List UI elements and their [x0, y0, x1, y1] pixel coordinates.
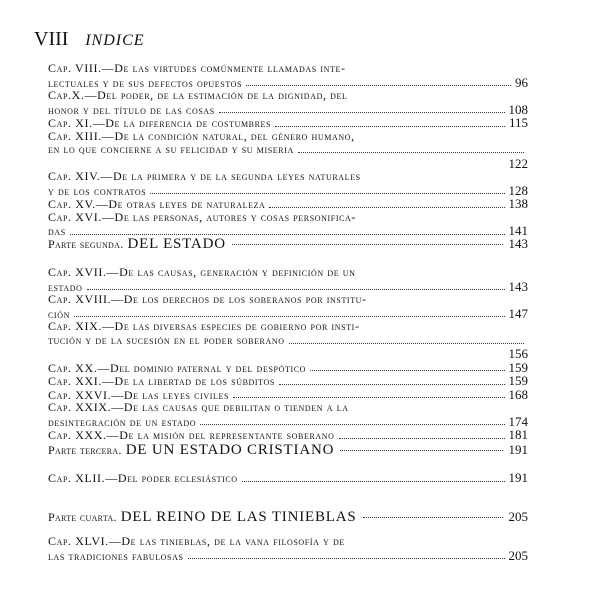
dot-leader — [87, 289, 505, 290]
toc-page-number: 156 — [508, 346, 528, 361]
page-header — [34, 28, 145, 52]
dot-leader — [340, 450, 502, 451]
toc-entry-text: Cap. XV.—De otras leyes de naturaleza — [48, 197, 266, 211]
toc-entry-text: Cap. XIII.—De la condición natural, del género humano, — [48, 128, 355, 143]
dot-leader — [219, 112, 505, 113]
toc-page-number: 168 — [508, 386, 528, 402]
part-label: Parte cuarta. — [48, 510, 117, 524]
toc-entry-text: Cap. XIX.—De las diversas especies de gobierno por insti- — [48, 319, 360, 333]
part-page-number: 205 — [508, 509, 528, 524]
toc-page-number: 181 — [508, 427, 528, 442]
dot-leader — [200, 424, 504, 425]
toc-entry-text: las tradiciones fabulosas — [48, 548, 184, 563]
toc-entry — [48, 293, 528, 321]
page-title: INDICE — [85, 32, 145, 49]
dot-leader — [298, 152, 524, 153]
dot-leader — [310, 370, 504, 371]
toc-page-number: 96 — [515, 74, 528, 90]
toc-entry-text: estado — [48, 279, 83, 294]
toc-page-number: 174 — [508, 413, 528, 429]
toc-entry — [48, 211, 528, 239]
toc-entry-text: Cap. XIV.—De la primera y de la segunda leyes naturales — [48, 169, 361, 183]
toc-entry-text: honor y del título de las cosas — [48, 102, 215, 117]
toc-entry — [48, 320, 528, 361]
toc-page-number: 141 — [508, 223, 528, 238]
dot-leader — [233, 397, 504, 398]
toc-entry — [48, 62, 528, 90]
toc-entry — [48, 361, 528, 376]
toc-entry — [48, 401, 528, 429]
part-title: DEL ESTADO — [127, 236, 226, 252]
part-label: Parte tercera. — [48, 443, 122, 457]
toc-entry-text: Cap. XXX.—De la misión del representante soberano — [48, 428, 335, 442]
toc-page-number: 128 — [508, 182, 528, 198]
toc-entry — [48, 535, 528, 563]
toc-page-number: 122 — [508, 155, 528, 171]
part-page-number: 191 — [508, 442, 528, 457]
toc-entry-text: das — [48, 224, 66, 238]
toc-entry-text: Cap. XLII.—Del poder eclesiástico — [48, 471, 238, 485]
toc-entry-text: en lo que concierne a su felicidad y su miseria — [48, 142, 294, 156]
toc-entry — [48, 374, 528, 389]
toc-entry — [48, 130, 528, 171]
toc-entry-text: lectuales y de sus defectos opuestos — [48, 75, 243, 90]
part-heading — [48, 442, 528, 459]
dot-leader — [232, 244, 503, 245]
toc-entry-text: tución y de la sucesión en el poder soberano — [48, 332, 285, 347]
toc-page-number: 143 — [508, 278, 528, 294]
dot-leader — [279, 384, 505, 385]
toc-page-number: 138 — [508, 196, 528, 211]
toc-entry-text: Cap.X.—Del poder, de la estimación de la dignidad, del — [48, 88, 348, 102]
part-heading — [48, 236, 528, 253]
dot-leader — [339, 438, 505, 439]
dot-leader — [246, 85, 511, 86]
dot-leader — [269, 207, 504, 208]
toc-entry-text: Cap. XXVI.—De las leyes civiles — [48, 387, 230, 402]
toc-entry-text: Cap. XLVI.—De las tinieblas, de la vana filosofía y de — [48, 534, 345, 548]
dot-leader — [150, 193, 504, 194]
part-title: DEL REINO DE LAS TINIEBLAS — [120, 509, 357, 525]
toc-entry-text: ción — [48, 306, 70, 321]
toc-entry — [48, 266, 528, 294]
dot-leader — [188, 558, 505, 559]
toc-entry — [48, 471, 528, 486]
dot-leader — [242, 481, 505, 482]
dot-leader — [363, 517, 503, 518]
toc-entry-text: Cap. XVI.—De las personas, autores y cosas personifica- — [48, 209, 357, 224]
dot-leader — [70, 234, 505, 235]
toc-entry-text: Cap. XI.—De la diferencia de costumbres — [48, 116, 272, 130]
toc-entry — [48, 89, 528, 117]
toc-page-number: 159 — [508, 359, 528, 375]
toc-page-number: 159 — [508, 373, 528, 388]
page-number: VIII — [34, 28, 69, 50]
toc-page-number: 191 — [508, 470, 528, 485]
dot-leader — [289, 343, 524, 344]
toc-page-number: 108 — [508, 101, 528, 117]
toc-entry — [48, 170, 528, 198]
toc-entry-text: Cap. XVIII.—De los derechos de los soberanos por institu- — [48, 292, 367, 306]
part-page-number: 143 — [508, 236, 528, 251]
toc-entry-text: Cap. XXI.—De la libertad de los súbditos — [48, 374, 275, 388]
part-label: Parte segunda. — [48, 237, 124, 251]
dot-leader — [275, 126, 505, 127]
toc-entry-text: Cap. VIII.—De las virtudes comúnmente llamadas inte- — [48, 61, 346, 75]
toc-entry-text: desintegración de un estado — [48, 414, 197, 429]
part-heading — [48, 509, 528, 526]
toc-entry-text: Cap. XXIX.—De las causas que debilitan o tienden a la — [48, 400, 349, 414]
toc-entry-text: y de los contratos — [48, 183, 147, 198]
toc-entry-text: Cap. XVII.—De las causas, generación y definición de un — [48, 265, 356, 279]
toc-entry — [48, 428, 528, 443]
dot-leader — [74, 316, 505, 317]
toc-page-number: 115 — [508, 115, 528, 130]
part-title: DE UN ESTADO CRISTIANO — [125, 442, 335, 458]
toc-entry-text: Cap. XX.—Del dominio paternal y del despótico — [48, 360, 307, 375]
toc-page-number: 147 — [508, 305, 528, 321]
toc-page-number: 205 — [508, 547, 528, 563]
